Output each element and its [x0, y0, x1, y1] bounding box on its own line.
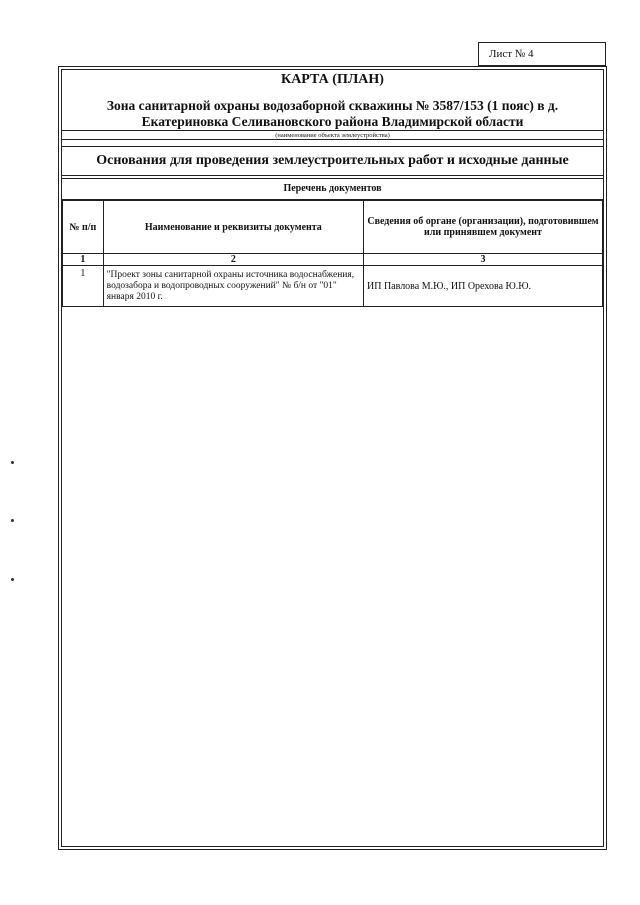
sheet-number: Лист № 4 [489, 48, 534, 60]
column-header-organ: Сведения об органе (организации), подготовившем или принявшем документ [364, 201, 603, 254]
margin-mark [11, 461, 14, 464]
document-organ: ИП Павлова М.Ю., ИП Орехова Ю.Ю. [364, 266, 603, 307]
column-number: 3 [364, 254, 603, 266]
sheet-number-box [478, 42, 606, 66]
column-header-number: № п/п [63, 201, 104, 254]
object-name: Зона санитарной охраны водозаборной скважины № 3587/153 (1 пояс) в д. Екатериновка Селивановского района Владимирской области [106, 98, 559, 129]
margin-mark [11, 578, 14, 581]
column-number: 2 [103, 254, 363, 266]
table-header-row [63, 201, 603, 254]
column-numbers-row [63, 254, 603, 266]
documents-list-title: Перечень документов [62, 178, 603, 200]
margin-mark [11, 519, 14, 522]
documents-table [62, 200, 603, 307]
page-title: КАРТА (ПЛАН) [281, 72, 384, 87]
column-header-document: Наименование и реквизиты документа [103, 201, 363, 254]
object-name-caption: (наименование объекта землеустройства) [62, 130, 603, 140]
section-title: Основания для проведения землеустроительных работ и исходные данные [62, 146, 603, 176]
column-number: 1 [63, 254, 104, 266]
row-number: 1 [63, 266, 104, 307]
table-row [63, 266, 603, 307]
document-name: "Проект зоны санитарной охраны источника водоснабжения, водозабора и водопроводных сооружений" № б/н от "01" января 2010 г. [103, 266, 363, 307]
